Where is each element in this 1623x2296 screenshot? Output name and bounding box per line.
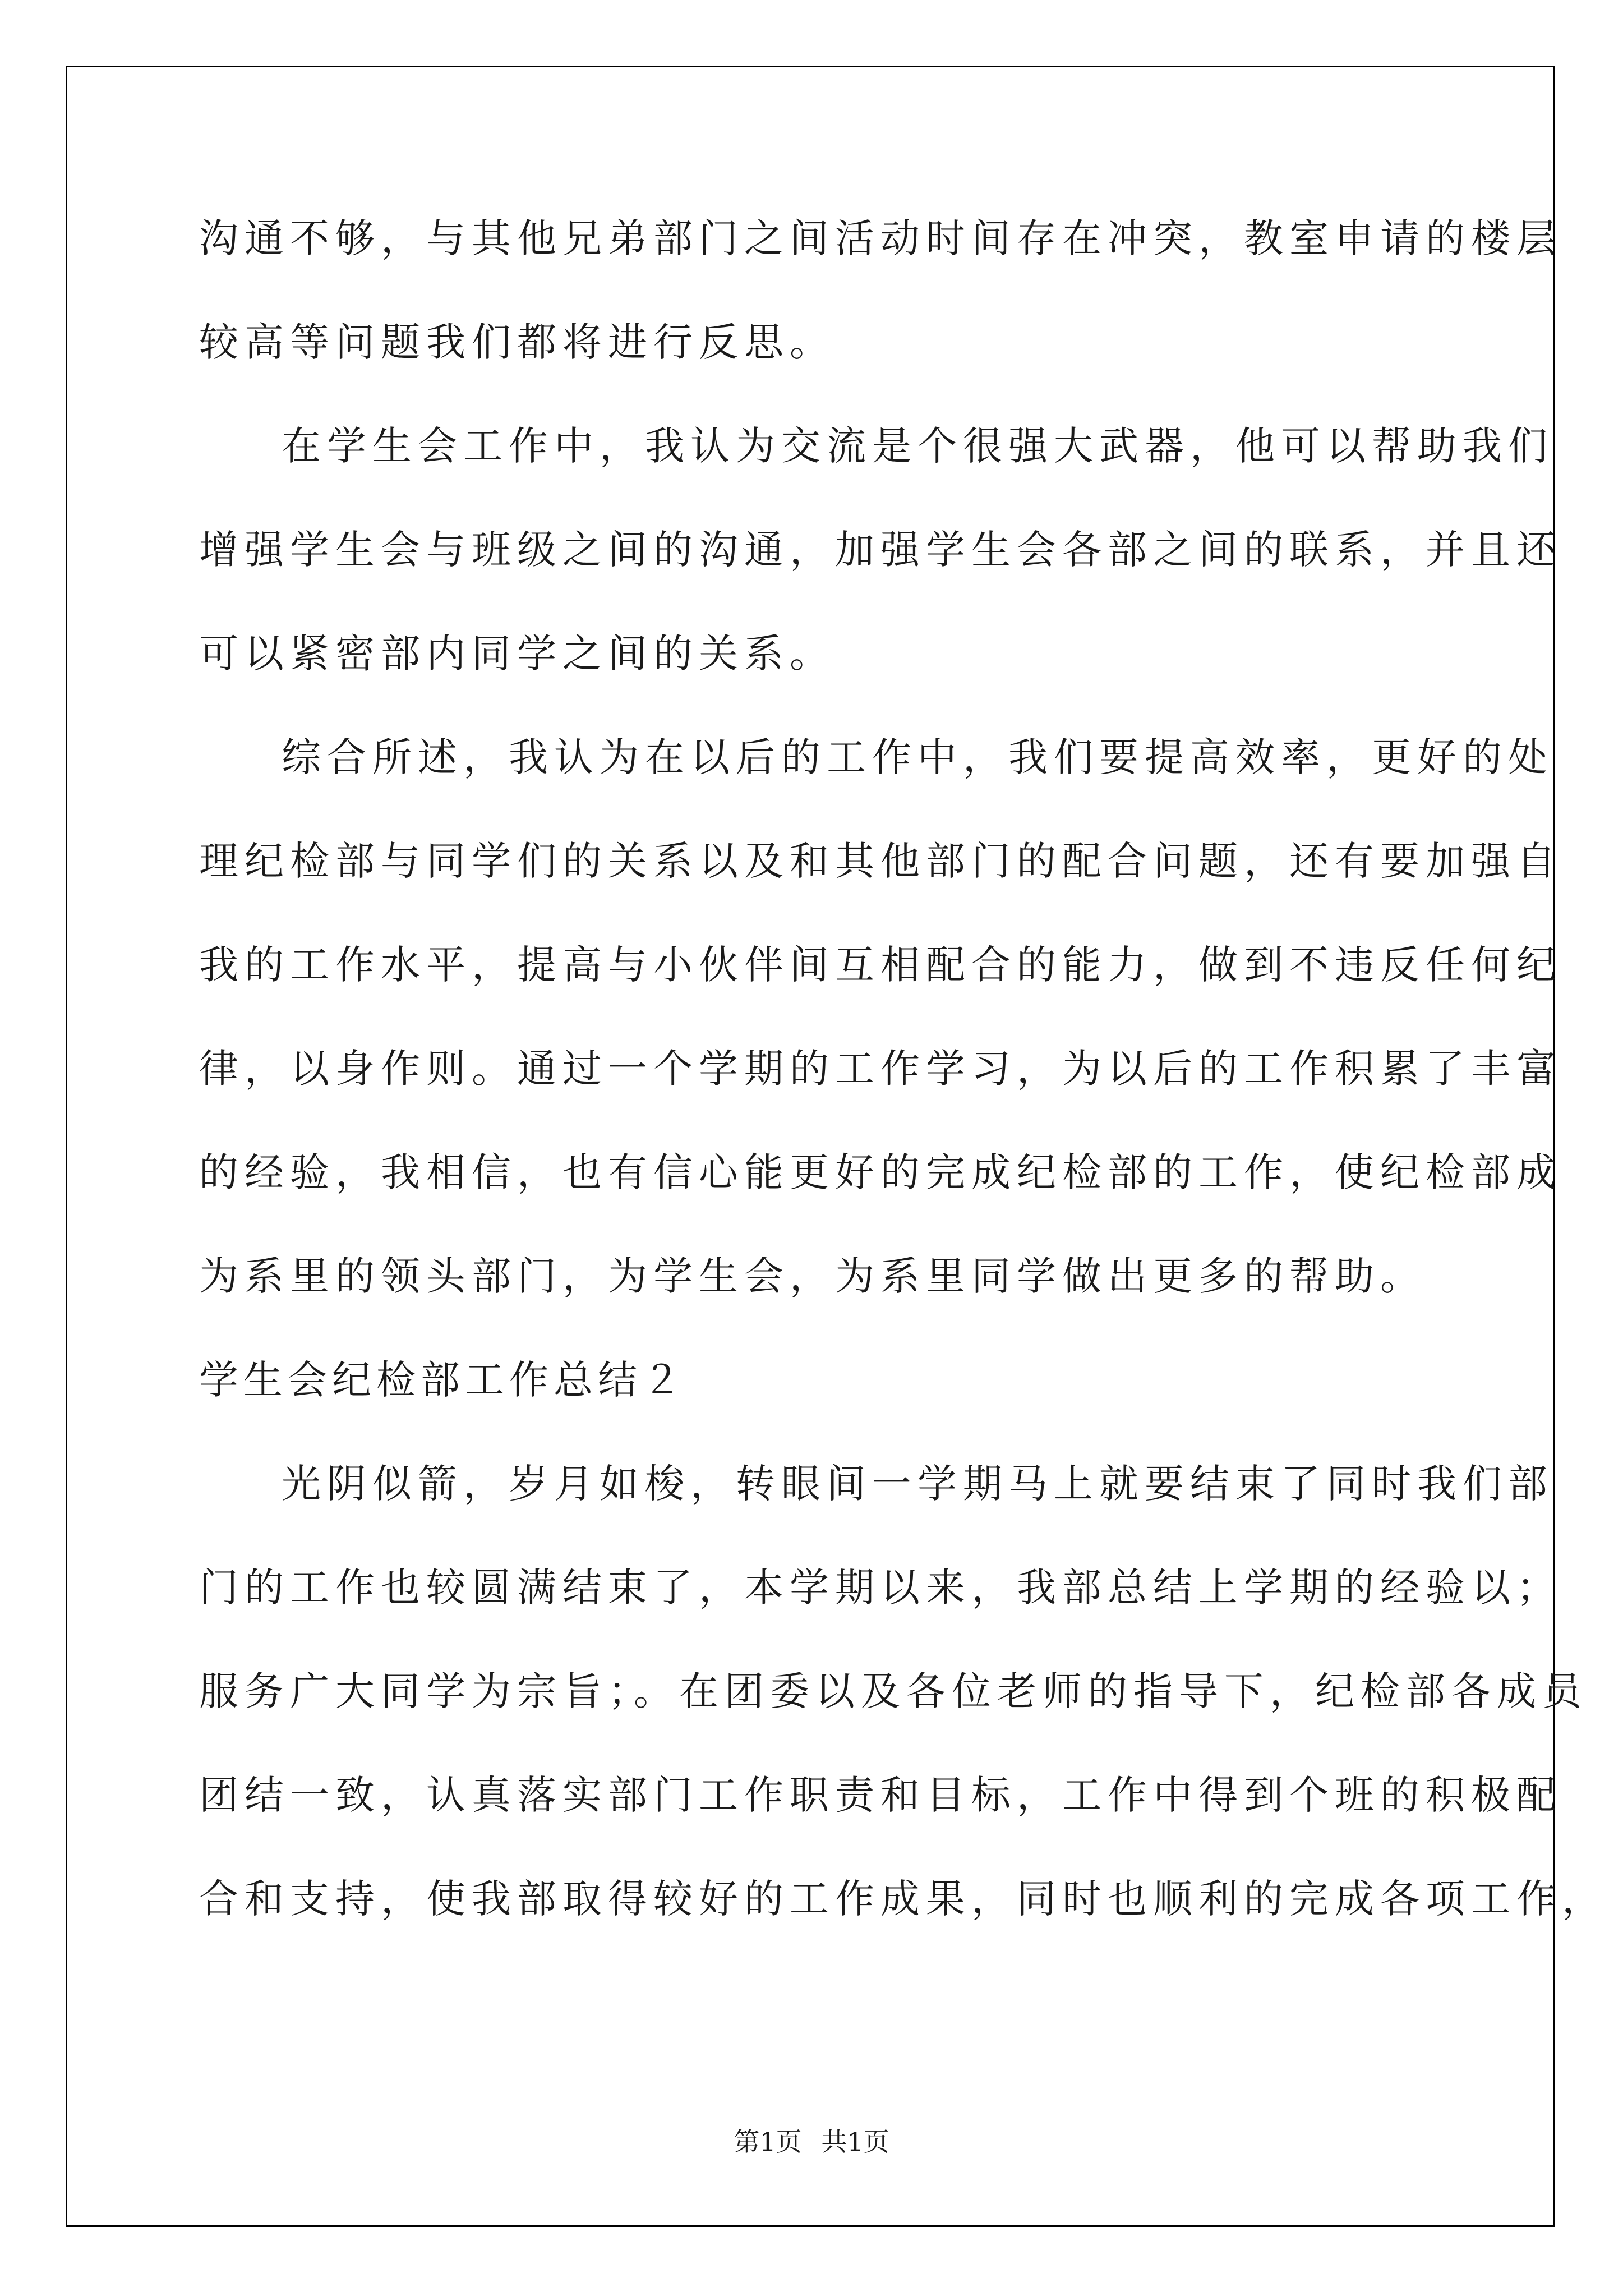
section-heading: 学生会纪检部工作总结２ (199, 1357, 686, 1403)
page-total: 共1页 (821, 2127, 889, 2157)
paragraph-line: 沟通不够，与其他兄弟部门之间活动时间存在冲突，教室申请的楼层 (199, 215, 1562, 261)
paragraph-line: 综合所述，我认为在以后的工作中，我们要提高效率，更好的处 (282, 734, 1553, 780)
paragraph-line: 门的工作也较圆满结束了，本学期以来，我部总结上学期的经验以； (199, 1565, 1562, 1611)
paragraph-line: 增强学生会与班级之间的沟通，加强学生会各部之间的联系，并且还 (199, 527, 1562, 573)
paragraph-line: 可以紧密部内同学之间的关系。 (199, 631, 835, 677)
paragraph-line: 较高等问题我们都将进行反思。 (199, 319, 835, 365)
paragraph-line: 理纪检部与同学们的关系以及和其他部门的配合问题，还有要加强自 (199, 838, 1562, 884)
paragraph-line: 为系里的领头部门，为学生会，为系里同学做出更多的帮助。 (199, 1253, 1426, 1299)
paragraph-line: 的经验，我相信，也有信心能更好的完成纪检部的工作，使纪检部成 (199, 1149, 1562, 1195)
paragraph-line: 律，以身作则。通过一个学期的工作学习，为以后的工作积累了丰富 (199, 1046, 1562, 1092)
paragraph-line: 合和支持，使我部取得较好的工作成果，同时也顺利的完成各项工作， (199, 1876, 1607, 1922)
paragraph-line: 在学生会工作中，我认为交流是个很强大武器，他可以帮助我们 (282, 423, 1553, 469)
page-footer (0, 2125, 1623, 2159)
paragraph-line: 光阴似箭，岁月如梭，转眼间一学期马上就要结束了同时我们部 (282, 1461, 1553, 1507)
page-number: 第1页 (734, 2127, 802, 2157)
paragraph-line: 我的工作水平，提高与小伙伴间互相配合的能力，做到不违反任何纪 (199, 942, 1562, 988)
paragraph-line: 团结一致，认真落实部门工作职责和目标，工作中得到个班的积极配 (199, 1772, 1562, 1818)
paragraph-line: 服务广大同学为宗旨；。在团委以及各位老师的指导下，纪检部各成员 (199, 1668, 1588, 1714)
